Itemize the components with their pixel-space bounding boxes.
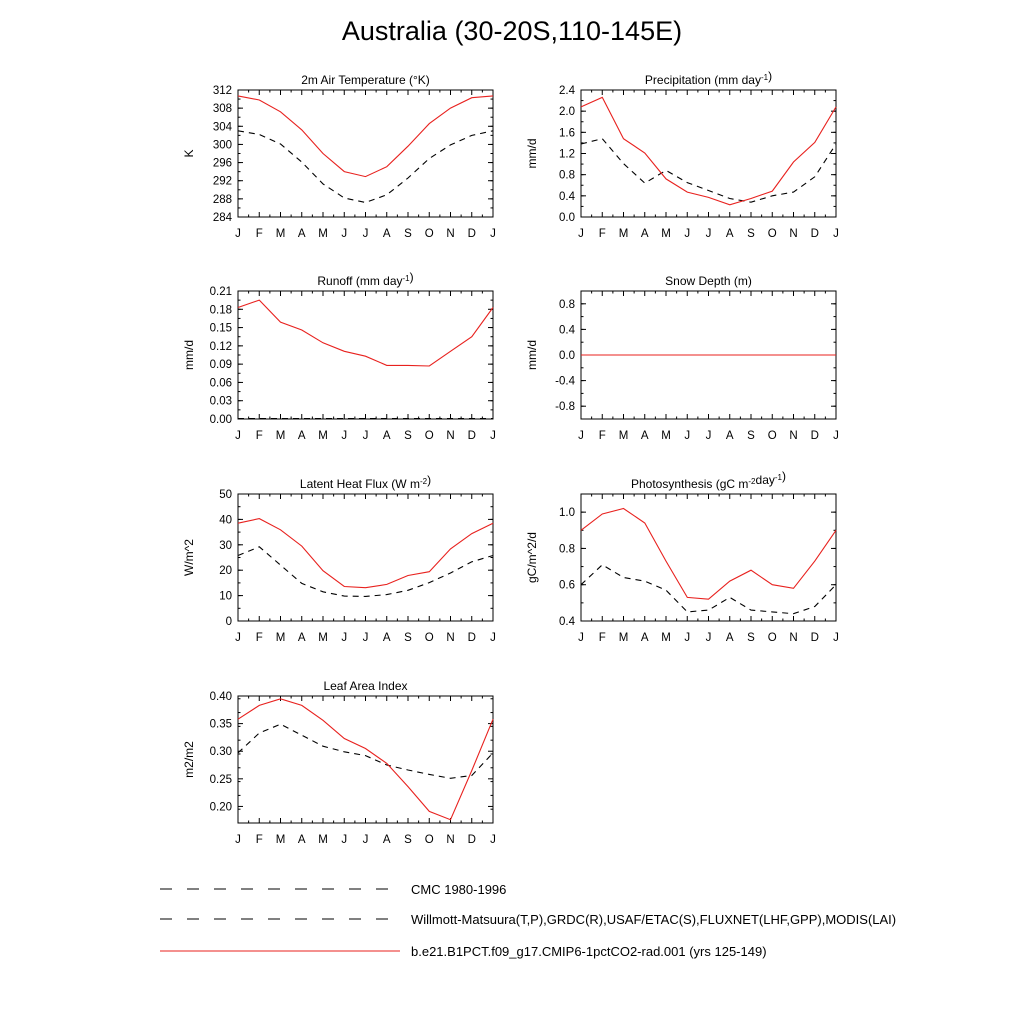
- x-tick-label: J: [705, 430, 712, 442]
- x-tick-label: M: [275, 430, 286, 442]
- y-tick-label: 0.4: [559, 616, 575, 628]
- y-tick-label: 10: [219, 590, 232, 603]
- y-tick-label: 0.09: [209, 359, 232, 372]
- legend: [160, 882, 896, 959]
- x-tick-label: F: [255, 228, 263, 240]
- y-tick-label: 308: [212, 103, 232, 116]
- x-tick-label: J: [341, 632, 348, 644]
- x-tick-label: A: [725, 632, 734, 644]
- x-tick-label: D: [467, 632, 476, 644]
- x-tick-label: S: [747, 228, 755, 240]
- series-line-observed: [238, 131, 493, 203]
- x-tick-label: A: [725, 430, 734, 442]
- chart-panel-5: [182, 473, 496, 644]
- chart-panel-4: [525, 274, 839, 442]
- x-tick-label: A: [382, 228, 391, 240]
- series-line-observed: [581, 565, 836, 614]
- x-tick-label: O: [424, 430, 434, 442]
- x-tick-label: N: [446, 430, 455, 442]
- x-tick-label: N: [789, 228, 798, 240]
- x-tick-label: F: [255, 834, 263, 846]
- series-line-model: [238, 519, 493, 588]
- x-tick-label: M: [618, 430, 629, 442]
- x-tick-label: M: [275, 632, 286, 644]
- y-tick-label: 2.4: [559, 85, 575, 97]
- x-tick-label: J: [341, 228, 348, 240]
- y-tick-label: 20: [219, 565, 232, 578]
- x-tick-label: J: [833, 228, 839, 240]
- y-tick-label: 0.35: [209, 718, 232, 731]
- y-tick-label: 0.40: [209, 691, 232, 703]
- x-tick-label: J: [362, 632, 369, 644]
- x-tick-label: M: [318, 228, 328, 240]
- y-tick-label: 0.25: [209, 773, 232, 786]
- y-tick-label: 0.30: [209, 746, 232, 759]
- panel-title: 2m Air Temperature (°K): [301, 73, 430, 87]
- x-tick-label: S: [404, 632, 412, 644]
- x-tick-label: F: [255, 632, 263, 644]
- x-tick-label: N: [446, 228, 455, 240]
- y-tick-label: 312: [212, 85, 232, 97]
- y-tick-label: 30: [219, 539, 232, 552]
- plot-frame: [238, 291, 493, 419]
- y-tick-label: 0.20: [209, 801, 232, 814]
- y-tick-label: 0.21: [209, 286, 232, 298]
- x-tick-label: S: [404, 430, 412, 442]
- y-tick-label: 292: [212, 175, 232, 188]
- x-tick-label: S: [404, 228, 412, 240]
- x-tick-label: M: [275, 834, 286, 846]
- y-axis-label: mm/d: [182, 340, 196, 370]
- y-tick-label: 0.8: [559, 169, 575, 182]
- legend-label-2: Willmott-Matsuura(T,P),GRDC(R),USAF/ETAC(S),FLUXNET(LHF,GPP),MODIS(LAI): [411, 912, 897, 927]
- x-tick-label: D: [810, 228, 819, 240]
- x-tick-label: J: [235, 834, 241, 846]
- x-tick-label: O: [424, 632, 434, 644]
- x-tick-label: M: [275, 228, 286, 240]
- series-line-observed: [238, 724, 493, 778]
- y-tick-label: 1.0: [559, 507, 575, 520]
- plot-frame: [581, 494, 836, 621]
- panel-title: Snow Depth (m): [665, 274, 752, 288]
- x-tick-label: S: [404, 834, 412, 846]
- x-tick-label: A: [640, 228, 649, 240]
- x-tick-label: J: [578, 430, 584, 442]
- y-tick-label: 0.06: [209, 377, 232, 390]
- panel-title: Precipitation (mm day$^{-1}$): [644, 69, 773, 87]
- chart-panel-2: [525, 69, 839, 240]
- legend-label-1: CMC 1980-1996: [411, 882, 507, 897]
- x-tick-label: J: [341, 430, 348, 442]
- x-tick-label: N: [446, 632, 455, 644]
- x-tick-label: J: [362, 228, 369, 240]
- x-tick-label: J: [235, 430, 241, 442]
- y-tick-label: 0.12: [209, 340, 232, 353]
- x-tick-label: J: [705, 228, 712, 240]
- y-axis-label: mm/d: [525, 340, 539, 370]
- x-tick-label: F: [598, 228, 606, 240]
- x-tick-label: J: [362, 430, 369, 442]
- x-tick-label: J: [490, 228, 496, 240]
- y-tick-label: 0.03: [209, 395, 232, 408]
- y-axis-label: gC/m^2/d: [525, 532, 539, 583]
- x-tick-label: J: [684, 632, 691, 644]
- y-tick-label: -0.4: [555, 375, 575, 388]
- x-tick-label: M: [618, 228, 629, 240]
- x-tick-label: A: [725, 228, 734, 240]
- panel-title: Photosynthesis (gC $m^{-2}day^{-1}$): [631, 469, 786, 491]
- x-tick-label: J: [490, 632, 496, 644]
- y-tick-label: 0.6: [559, 579, 575, 592]
- x-tick-label: J: [578, 228, 584, 240]
- y-tick-label: 0.00: [209, 414, 232, 426]
- y-tick-label: 0.18: [209, 304, 232, 317]
- x-tick-label: F: [598, 632, 606, 644]
- x-tick-label: J: [490, 834, 496, 846]
- x-tick-label: J: [833, 632, 839, 644]
- x-tick-label: N: [789, 430, 798, 442]
- x-tick-label: M: [318, 430, 328, 442]
- x-tick-label: J: [833, 430, 839, 442]
- x-tick-label: A: [640, 430, 649, 442]
- plot-frame: [238, 494, 493, 621]
- series-line-observed: [581, 139, 836, 203]
- x-tick-label: J: [684, 228, 691, 240]
- y-tick-label: 0.8: [559, 543, 575, 556]
- x-tick-label: F: [598, 430, 606, 442]
- series-line-model: [238, 699, 493, 820]
- x-tick-label: D: [810, 430, 819, 442]
- x-tick-label: M: [661, 430, 671, 442]
- y-tick-label: 296: [212, 157, 232, 170]
- y-tick-label: 2.0: [559, 106, 575, 119]
- chart-panel-6: [525, 469, 839, 644]
- x-tick-label: J: [341, 834, 348, 846]
- x-tick-label: J: [684, 430, 691, 442]
- y-tick-label: -0.8: [555, 401, 575, 414]
- x-tick-label: S: [747, 632, 755, 644]
- x-tick-label: D: [467, 228, 476, 240]
- y-tick-label: 0.0: [559, 350, 575, 362]
- series-line-model: [581, 509, 836, 600]
- x-tick-label: O: [424, 228, 434, 240]
- y-tick-label: 300: [212, 139, 232, 152]
- y-tick-label: 0.8: [559, 298, 575, 311]
- y-axis-label: m2/m2: [182, 741, 196, 778]
- panel-title: Latent Heat Flux (W $m^{-2}$): [299, 473, 432, 491]
- y-axis-label: K: [182, 149, 196, 158]
- x-tick-label: O: [767, 632, 777, 644]
- x-tick-label: A: [382, 834, 391, 846]
- x-tick-label: M: [661, 632, 671, 644]
- y-tick-label: 40: [219, 514, 232, 527]
- x-tick-label: N: [446, 834, 455, 846]
- legend-label-3: b.e21.B1PCT.f09_g17.CMIP6-1pctCO2-rad.001 (yrs 125-149): [411, 944, 767, 959]
- x-tick-label: O: [767, 228, 777, 240]
- plot-frame: [238, 696, 493, 823]
- y-tick-label: 1.2: [559, 148, 575, 161]
- y-tick-label: 0.4: [559, 190, 575, 203]
- x-tick-label: O: [767, 430, 777, 442]
- series-line-model: [238, 300, 493, 366]
- y-tick-label: 1.6: [559, 127, 575, 140]
- chart-panel-7: [182, 679, 496, 846]
- panel-title: Runoff (mm day$^{-1}$): [317, 270, 414, 288]
- chart-panel-1: [182, 73, 496, 240]
- x-tick-label: J: [490, 430, 496, 442]
- y-tick-label: 304: [212, 121, 232, 134]
- page-title: Australia (30-20S,110-145E): [341, 16, 683, 46]
- x-tick-label: M: [618, 632, 629, 644]
- series-line-model: [581, 97, 836, 204]
- series-line-model: [238, 96, 493, 177]
- x-tick-label: F: [255, 430, 263, 442]
- x-tick-label: O: [424, 834, 434, 846]
- series-line-observed: [238, 547, 493, 597]
- x-tick-label: A: [297, 632, 306, 644]
- y-tick-label: 284: [212, 212, 232, 224]
- x-tick-label: J: [235, 228, 241, 240]
- x-tick-label: J: [235, 632, 241, 644]
- panel-title: Leaf Area Index: [323, 679, 408, 693]
- x-tick-label: A: [382, 632, 391, 644]
- y-tick-label: 0: [225, 616, 232, 628]
- y-tick-label: 0.4: [559, 324, 575, 337]
- x-tick-label: D: [810, 632, 819, 644]
- y-tick-label: 0.15: [209, 322, 232, 335]
- x-tick-label: D: [467, 834, 476, 846]
- x-tick-label: A: [297, 430, 306, 442]
- y-axis-label: W/m^2: [182, 539, 196, 576]
- x-tick-label: M: [318, 834, 328, 846]
- x-tick-label: J: [705, 632, 712, 644]
- x-tick-label: J: [578, 632, 584, 644]
- y-tick-label: 288: [212, 193, 232, 206]
- chart-panel-3: [182, 270, 496, 442]
- x-tick-label: S: [747, 430, 755, 442]
- x-tick-label: D: [467, 430, 476, 442]
- y-tick-label: 0.0: [559, 212, 575, 224]
- x-tick-label: A: [382, 430, 391, 442]
- x-tick-label: M: [661, 228, 671, 240]
- x-tick-label: A: [297, 228, 306, 240]
- x-tick-label: J: [362, 834, 369, 846]
- y-tick-label: 50: [219, 489, 232, 501]
- x-tick-label: A: [640, 632, 649, 644]
- x-tick-label: N: [789, 632, 798, 644]
- y-axis-label: mm/d: [525, 138, 539, 169]
- x-tick-label: A: [297, 834, 306, 846]
- x-tick-label: M: [318, 632, 328, 644]
